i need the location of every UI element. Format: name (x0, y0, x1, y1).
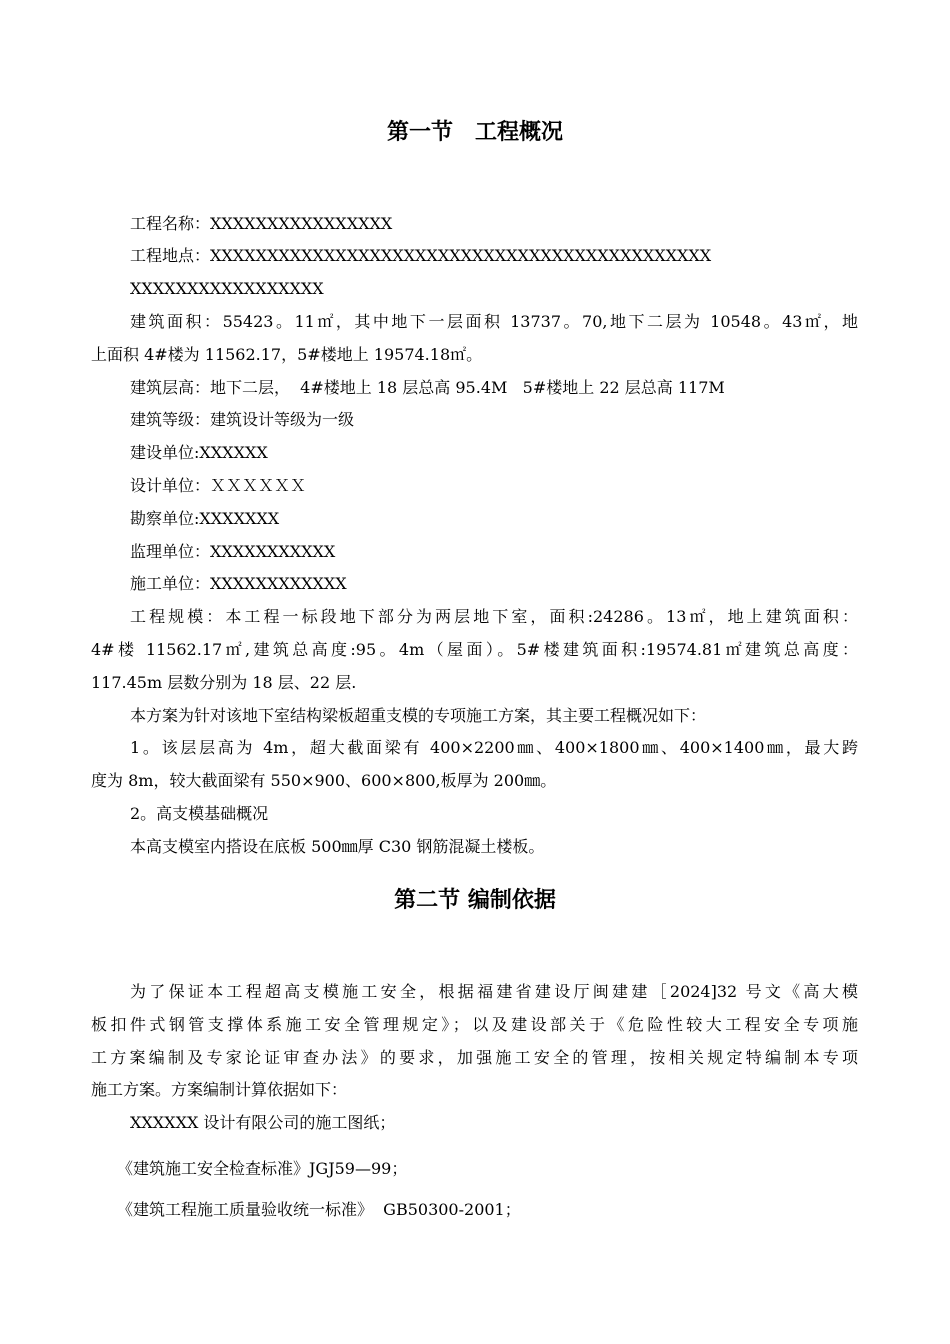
basis-paragraph-line-2: 板扣件式钢管支撑体系施工安全管理规定》；以及建设部关于《危险性较大工程安全专项施 (91, 1015, 858, 1034)
basis-paragraph-line-4: 施工方案。方案编制计算依据如下： (91, 1080, 348, 1099)
building-grade-line: 建筑等级：建筑设计等级为一级 (130, 410, 355, 429)
basis-paragraph-line-1: 为了保证本工程超高支模施工安全，根据福建省建设厅闽建建［2024]32 号文《高大模 (130, 982, 858, 1001)
project-location-continuation: XXXXXXXXXXXXXXXXX (130, 279, 324, 298)
project-name-line: 工程名称：XXXXXXXXXXXXXXXX (130, 214, 393, 233)
item-1-continuation: 度为 8m，较大截面梁有 550×900、600×800,板厚为 200㎜。 (91, 771, 557, 790)
owner-unit-line: 建设单位:XXXXXX (130, 443, 268, 462)
basis-paragraph-line-3: 工方案编制及专家论证审查办法》的要求，加强施工安全的管理，按相关规定特编制本专项 (91, 1048, 858, 1067)
section-2-title: 第二节 编制依据 (394, 888, 556, 913)
supervision-unit-line: 监理单位：XXXXXXXXXXX (130, 542, 336, 561)
reference-drawings: XXXXXX 设计有限公司的施工图纸； (130, 1113, 396, 1132)
item-2-line: 2。高支模基础概况 (130, 804, 269, 823)
project-scale-continuation-2: 117.45m 层数分别为 18 层、22 层. (91, 673, 357, 692)
design-unit-line: 设计单位：ＸＸＸＸＸＸ (130, 476, 307, 495)
scheme-intro-line: 本方案为针对该地下室结构梁板超重支模的专项施工方案，其主要工程概况如下： (130, 706, 707, 725)
section-1-title: 第一节 工程概况 (386, 120, 563, 145)
building-height-line: 建筑层高：地下二层， 4#楼地上 18 层总高 95.4M 5#楼地上 22 层总高 117M (130, 378, 725, 397)
survey-unit-line: 勘察单位:XXXXXXX (130, 509, 280, 528)
item-1-line: 1。该层层高为 4m，超大截面梁有 400×2200㎜、400×1800㎜、400×1400㎜，最大跨 (130, 738, 858, 757)
project-scale-continuation-1: 4#楼 11562.17㎡,建筑总高度:95。4m（屋面）。5#楼建筑面积:19574.81㎡建筑总高度： (91, 640, 858, 659)
reference-jgj59: 《建筑施工安全检查标准》JGJ59—99； (117, 1159, 408, 1178)
construction-unit-line: 施工单位：XXXXXXXXXXXX (130, 574, 347, 593)
project-location-line: 工程地点：XXXXXXXXXXXXXXXXXXXXXXXXXXXXXXXXXXXXXXXXXXXX (130, 246, 712, 265)
item-2-description: 本高支模室内搭设在底板 500㎜厚 C30 钢筋混凝土楼板。 (130, 837, 545, 856)
project-scale-line: 工程规模：本工程一标段地下部分为两层地下室，面积:24286。13㎡，地上建筑面积： (130, 607, 858, 626)
reference-gb50300: 《建筑工程施工质量验收统一标准》 GB50300-2001； (117, 1200, 521, 1219)
building-area-line: 建筑面积：55423。11㎡，其中地下一层面积 13737。70,地下二层为 10548。43㎡，地 (130, 312, 858, 331)
building-area-continuation: 上面积 4#楼为 11562.17，5#楼地上 19574.18㎡。 (91, 345, 483, 364)
